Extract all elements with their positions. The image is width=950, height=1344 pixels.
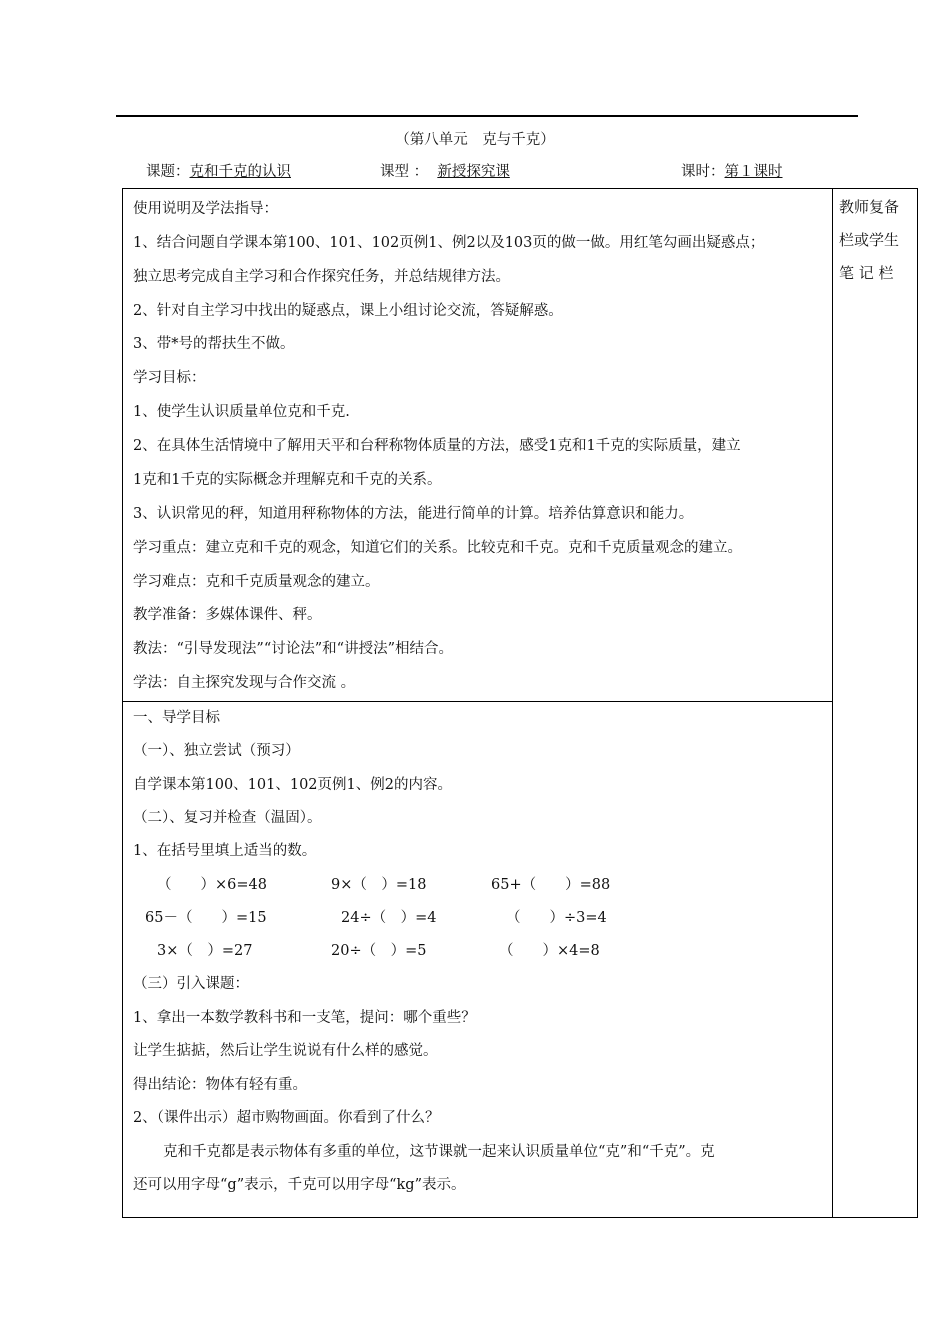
text-line: 1克和1千克的实际概念并理解克和千克的关系。 [133, 472, 442, 488]
notes-line: 笔 记 栏 [839, 264, 894, 282]
notes-column [839, 191, 915, 290]
key-points: 学习重点：建立克和千克的观念，知道它们的关系。比较克和千克。克和千克质量观念的建立。 [133, 540, 742, 556]
column-divider [832, 189, 833, 1217]
text-line: 1、结合问题自学课本第100、101、102页例1、例2以及103页的做一做。用红笔勾画出疑惑点； [133, 235, 765, 251]
difficulties: 学习难点：克和千克质量观念的建立。 [133, 574, 380, 590]
text-line: 克和千克都是表示物体有多重的单位，这节课就一起来认识质量单位“克”和“千克”。克 [163, 1144, 715, 1160]
subheading: （三）引入课题： [133, 976, 249, 992]
period-value: 第１课时 [724, 164, 783, 180]
text-line: 独立思考完成自主学习和合作探究任务，并总结规律方法。 [133, 269, 510, 285]
text-line: 自学课本第100、101、102页例1、例2的内容。 [133, 777, 452, 793]
instructions-heading: 使用说明及学法指导： [133, 201, 278, 217]
text-line: 3、认识常见的秤，知道用秤称物体的方法，能进行简单的计算。培养估算意识和能力。 [133, 506, 694, 522]
exercise-item: （ ）÷3=4 [506, 910, 607, 926]
exercise-item: （ ）×6=48 [157, 877, 267, 893]
text-line: 让学生掂掂，然后让学生说说有什么样的感觉。 [133, 1043, 438, 1059]
text-line: 还可以用字母“g”表示，千克可以用字母“kg”表示。 [133, 1177, 466, 1193]
topic-line [146, 160, 291, 181]
exercise-item: 3×（ ）=27 [157, 943, 253, 959]
text-line: 1、拿出一本数学教科书和一支笔，提问：哪个重些？ [133, 1010, 476, 1026]
text-line: 2、在具体生活情境中了解用天平和台秤称物体质量的方法，感受1克和1千克的实际质量，建立 [133, 438, 741, 454]
subheading: （一）、独立尝试（预习） [133, 743, 300, 759]
period-label: 课时： [681, 164, 725, 180]
type-value: 新授探究课 [437, 164, 510, 180]
text-line: 1、使学生认识质量单位克和千克. [133, 404, 350, 420]
text-line: 2、针对自主学习中找出的疑惑点，课上小组讨论交流，答疑解惑。 [133, 303, 563, 319]
unit-title: （第八单元 克与千克） [395, 132, 555, 148]
notes-line: 栏或学生 [839, 231, 900, 249]
period-line [681, 160, 783, 181]
conclusion: 得出结论：物体有轻有重。 [133, 1077, 307, 1093]
text-line: 2、（课件出示）超市购物画面。你看到了什么？ [133, 1110, 440, 1126]
top-rule [116, 115, 858, 117]
guide-heading: 一、导学目标 [133, 710, 220, 726]
exercise-item: 65+（ ）=88 [491, 877, 611, 893]
objectives-heading: 学习目标： [133, 370, 206, 386]
teaching-method: 教法：“引导发现法”“讨论法”和“讲授法”相结合。 [133, 641, 453, 657]
exercise-item: 24÷（ ）=4 [341, 910, 437, 926]
text-line: 3、带*号的帮扶生不做。 [133, 336, 295, 352]
exercise-item: 20÷（ ）=5 [331, 943, 427, 959]
exercise-item: 9×（ ）=18 [331, 877, 427, 893]
topic-value: 克和千克的认识 [189, 164, 291, 180]
lesson-table [122, 188, 918, 1218]
learning-method: 学法：自主探究发现与合作交流 。 [133, 675, 356, 691]
topic-label: 课题： [146, 164, 190, 180]
exercise-item: （ ）×4=8 [499, 943, 600, 959]
type-label: 课型 ： [380, 164, 429, 180]
row-divider [123, 701, 833, 702]
subheading: （二）、复习并检查（温固）。 [133, 810, 322, 826]
exercise-prompt: 1、在括号里填上适当的数。 [133, 843, 317, 859]
preparation: 教学准备：多媒体课件、秤。 [133, 607, 322, 623]
type-line [380, 160, 510, 181]
exercise-item: 65－（ ）=15 [145, 910, 267, 926]
notes-line: 教师复备 [839, 198, 900, 216]
